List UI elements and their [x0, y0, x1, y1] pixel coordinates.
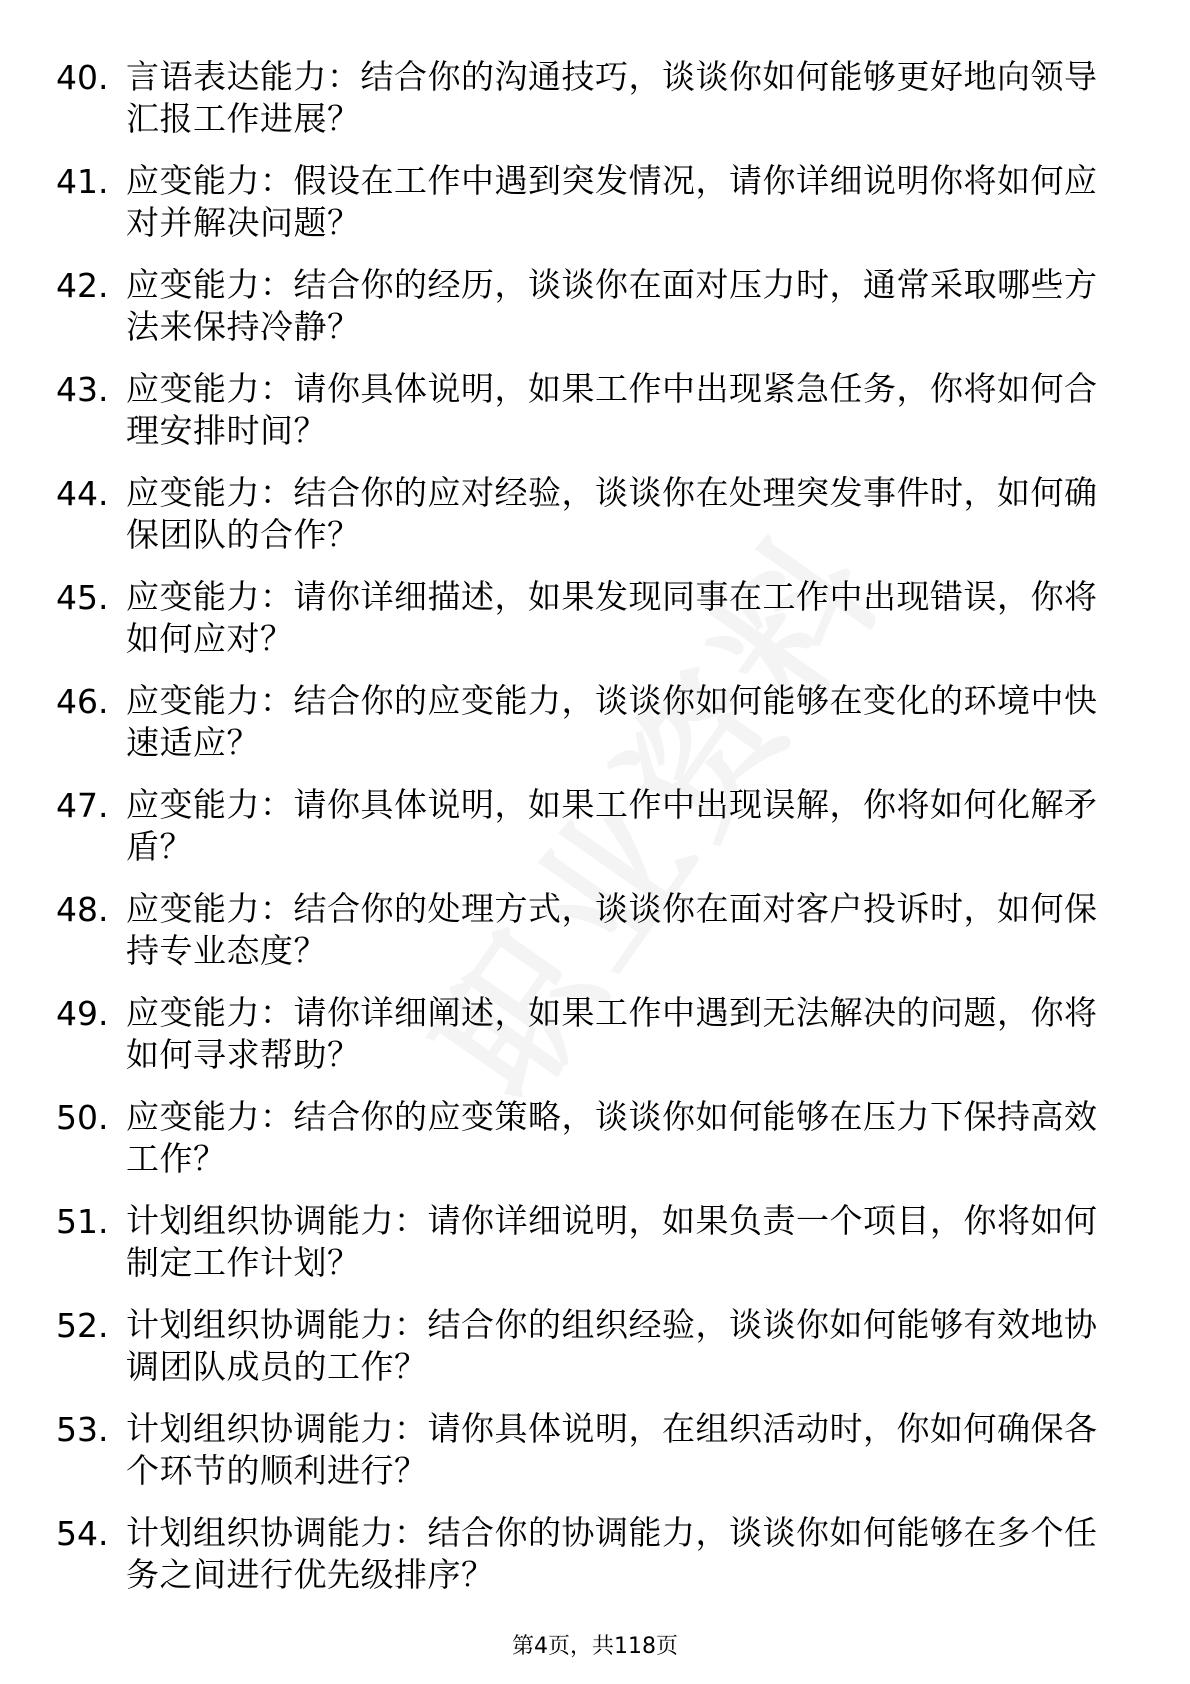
question-text: 应变能力：假设在工作中遇到突发情况，请你详细说明你将如何应对并解决问题？: [126, 161, 1098, 242]
question-text: 应变能力：结合你的应对经验，谈谈你在处理突发事件时，如何确保团队的合作？: [126, 473, 1098, 554]
question-number: 52.: [56, 1306, 109, 1345]
question-text: 应变能力：请你详细阐述，如果工作中遇到无法解决的问题，你将如何寻求帮助？: [126, 993, 1098, 1074]
question-text: 应变能力：请你具体说明，如果工作中出现误解，你将如何化解矛盾？: [126, 785, 1098, 866]
question-number: 50.: [56, 1098, 109, 1137]
question-text: 言语表达能力：结合你的沟通技巧，谈谈你如何能够更好地向领导汇报工作进展？: [126, 57, 1098, 138]
question-item: [0, 678, 1190, 782]
question-number: 45.: [56, 578, 109, 617]
question-text: 计划组织协调能力：请你具体说明，在组织活动时，你如何确保各个环节的顺利进行？: [126, 1409, 1098, 1490]
question-item: [0, 574, 1190, 678]
question-number: 46.: [56, 682, 109, 721]
question-text: 应变能力：请你具体说明，如果工作中出现紧急任务，你将如何合理安排时间？: [126, 369, 1098, 450]
question-text: 应变能力：请你详细描述，如果发现同事在工作中出现错误，你将如何应对？: [126, 577, 1098, 658]
question-text: 应变能力：结合你的应变策略，谈谈你如何能够在压力下保持高效工作？: [126, 1097, 1098, 1178]
question-item: [0, 1198, 1190, 1302]
question-item: [0, 1094, 1190, 1198]
question-number: 54.: [56, 1514, 109, 1553]
question-number: 44.: [56, 474, 109, 513]
question-number: 47.: [56, 786, 109, 825]
question-item: [0, 886, 1190, 990]
question-item: [0, 470, 1190, 574]
question-number: 51.: [56, 1202, 109, 1241]
question-number: 53.: [56, 1410, 109, 1449]
question-text: 计划组织协调能力：请你详细说明，如果负责一个项目，你将如何制定工作计划？: [126, 1201, 1098, 1282]
question-text: 应变能力：结合你的经历，谈谈你在面对压力时，通常采取哪些方法来保持冷静？: [126, 265, 1098, 346]
question-item: [0, 990, 1190, 1094]
question-number: 49.: [56, 994, 109, 1033]
page-footer: 第4页，共118页: [512, 1634, 678, 1659]
question-item: [0, 1406, 1190, 1510]
question-item: [0, 54, 1190, 158]
question-number: 41.: [56, 162, 109, 201]
question-item: [0, 158, 1190, 262]
question-item: [0, 366, 1190, 470]
question-item: [0, 1510, 1190, 1614]
question-number: 48.: [56, 890, 109, 929]
question-text: 应变能力：结合你的应变能力，谈谈你如何能够在变化的环境中快速适应？: [126, 681, 1098, 762]
question-number: 43.: [56, 370, 109, 409]
question-text: 计划组织协调能力：结合你的组织经验，谈谈你如何能够有效地协调团队成员的工作？: [126, 1305, 1098, 1386]
question-item: [0, 782, 1190, 886]
question-number: 40.: [56, 58, 109, 97]
question-number: 42.: [56, 266, 109, 305]
question-list: [0, 54, 1190, 1614]
question-text: 计划组织协调能力：结合你的协调能力，谈谈你如何能够在多个任务之间进行优先级排序？: [126, 1513, 1098, 1594]
question-item: [0, 262, 1190, 366]
question-text: 应变能力：结合你的处理方式，谈谈你在面对客户投诉时，如何保持专业态度？: [126, 889, 1098, 970]
question-item: [0, 1302, 1190, 1406]
